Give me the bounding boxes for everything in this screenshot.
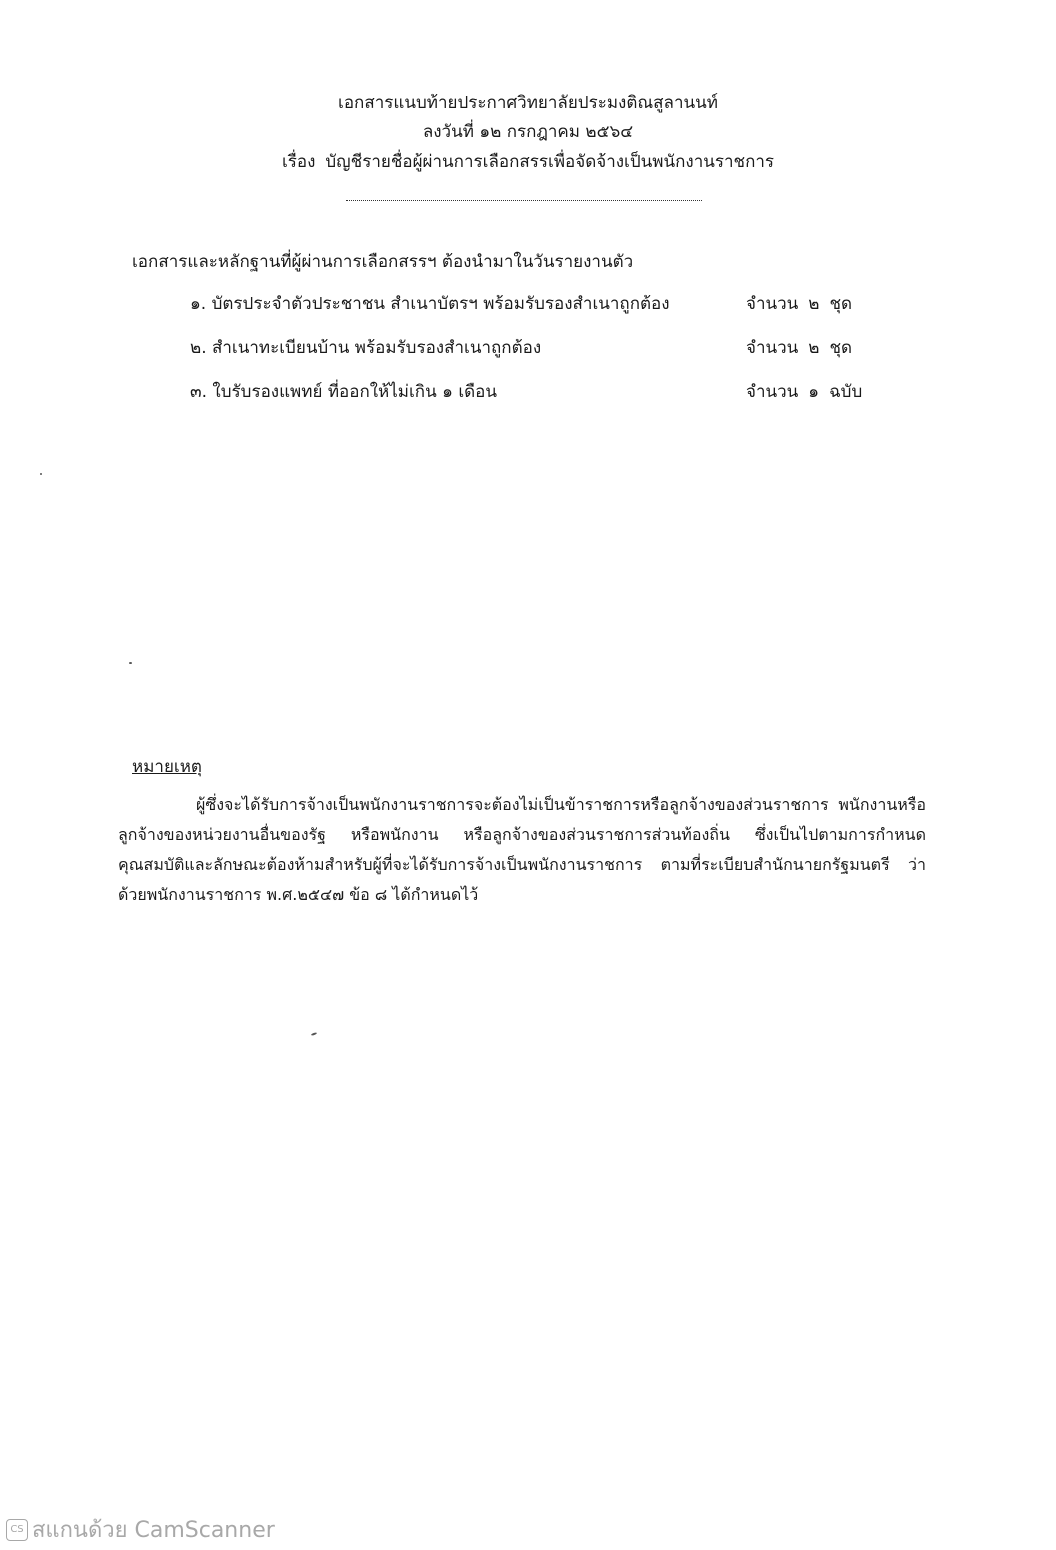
quantity-value: ๒ <box>808 338 820 358</box>
quantity-unit: ชุด <box>829 338 853 358</box>
dotted-divider <box>346 200 702 201</box>
document-quantity <box>746 290 862 317</box>
scan-speck <box>40 473 42 475</box>
note-body: ผู้ซึ่งจะได้รับการจ้างเป็นพนักงานราชการจะต้องไม่เป็นข้าราชการหรือลูกจ้างของส่วนราชการ พนักงานหรือลูกจ้างของหน่วยงานอื่นของรัฐ หรือพนักงาน หรือลูกจ้างของส่วนราชการส่วนท้องถิ่น ซึ่งเป็นไปตามการกำหนดคุณสมบัติและลักษณะต้องห้ามสำหรับผู้ที่จะได้รับการจ้างเป็นพนักงานราชการ ตามที่ระเบียบสำนักนายกรัฐมนตรี ว่าด้วยพนักงานราชการ พ.ศ.๒๕๔๗ ข้อ ๘ ได้กำหนดไว้ <box>118 795 926 904</box>
subject-label: เรื่อง <box>281 152 316 172</box>
watermark-text: สแกนด้วย CamScanner <box>32 1518 275 1543</box>
header-subject <box>0 148 1056 177</box>
quantity-label: จำนวน <box>746 294 799 314</box>
document-item: ๓. ใบรับรองแพทย์ ที่ออกให้ไม่เกิน ๑ เดือน <box>190 382 498 402</box>
document-item: ๑. บัตรประจำตัวประชาชน สำเนาบัตรฯ พร้อมรับรองสำเนาถูกต้อง <box>190 294 670 314</box>
quantity-label: จำนวน <box>746 382 799 402</box>
camscanner-logo-icon: CS <box>6 1519 28 1541</box>
document-item: ๒. สำเนาทะเบียนบ้าน พร้อมรับรองสำเนาถูกต้อง <box>190 338 542 358</box>
quantity-value: ๒ <box>808 294 820 314</box>
scan-speck <box>311 1032 317 1036</box>
header-date: ลงวันที่ ๑๒ กรกฎาคม ๒๕๖๔ <box>422 122 634 142</box>
note-heading: หมายเหตุ <box>132 757 202 777</box>
documents-heading: เอกสารและหลักฐานที่ผู้ผ่านการเลือกสรรฯ ต้องนำมาในวันรายงานตัว <box>132 252 634 272</box>
document-quantity <box>746 334 862 361</box>
quantity-value: ๑ <box>808 382 820 402</box>
quantity-unit: ชุด <box>829 294 853 314</box>
document-quantity <box>746 378 872 405</box>
camscanner-watermark <box>6 1512 275 1547</box>
scan-speck <box>129 662 132 664</box>
subject-text: บัญชีรายชื่อผู้ผ่านการเลือกสรรเพื่อจัดจ้างเป็นพนักงานราชการ <box>325 152 775 172</box>
quantity-unit: ฉบับ <box>829 382 863 402</box>
quantity-label: จำนวน <box>746 338 799 358</box>
header-title: เอกสารแนบท้ายประกาศวิทยาลัยประมงติณสูลานนท์ <box>338 93 718 113</box>
